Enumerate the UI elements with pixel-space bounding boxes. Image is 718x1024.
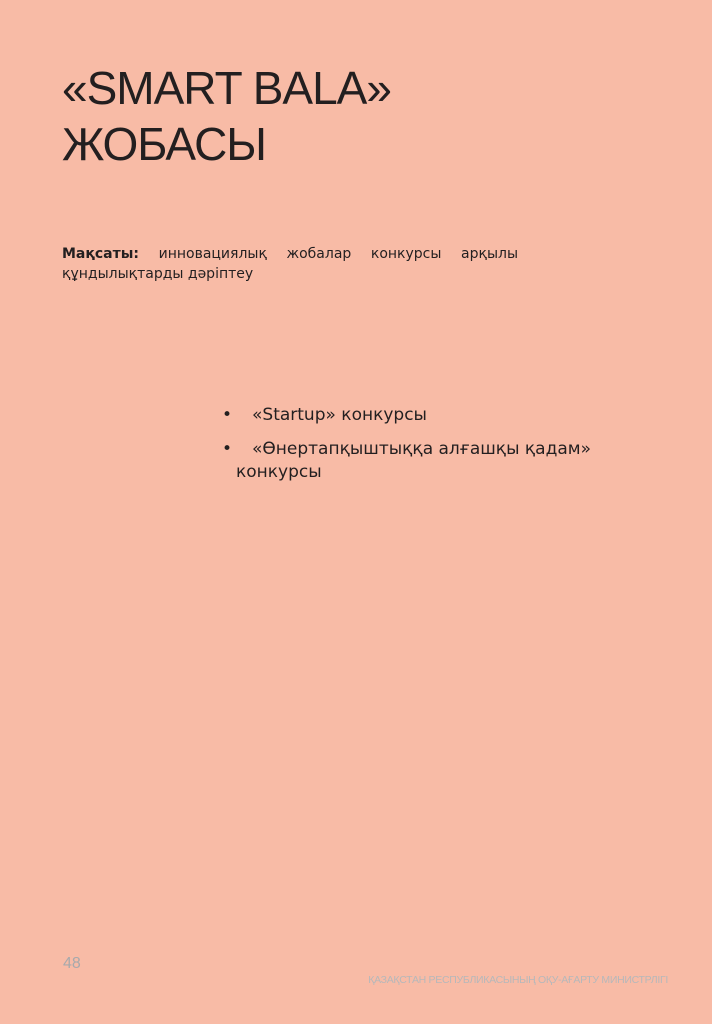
footer-ministry: ҚАЗАҚСТАН РЕСПУБЛИКАСЫНЫҢ ОҚУ-АҒАРТУ МИНИСТРЛІГІ — [368, 974, 668, 986]
list-item-text: «Өнертапқыштыққа алғашқы қадам» конкурсы — [236, 439, 591, 482]
bullet-marker: • — [222, 439, 233, 459]
bullet-marker: • — [222, 405, 233, 425]
list-item-text: «Startup» конкурсы — [252, 405, 427, 425]
page-title — [62, 60, 391, 172]
title-line-1: «SMART BALA» — [62, 62, 391, 114]
list-item — [222, 438, 642, 484]
contest-list — [222, 404, 642, 495]
list-item — [222, 404, 642, 427]
page-number: 48 — [63, 955, 81, 972]
goal-paragraph — [62, 244, 518, 284]
title-line-2: ЖОБАСЫ — [62, 118, 267, 170]
goal-label: Мақсаты: — [62, 246, 139, 262]
goal-text: инновациялық жобалар конкурсы арқылы құндылықтарды дәріптеу — [62, 246, 518, 282]
